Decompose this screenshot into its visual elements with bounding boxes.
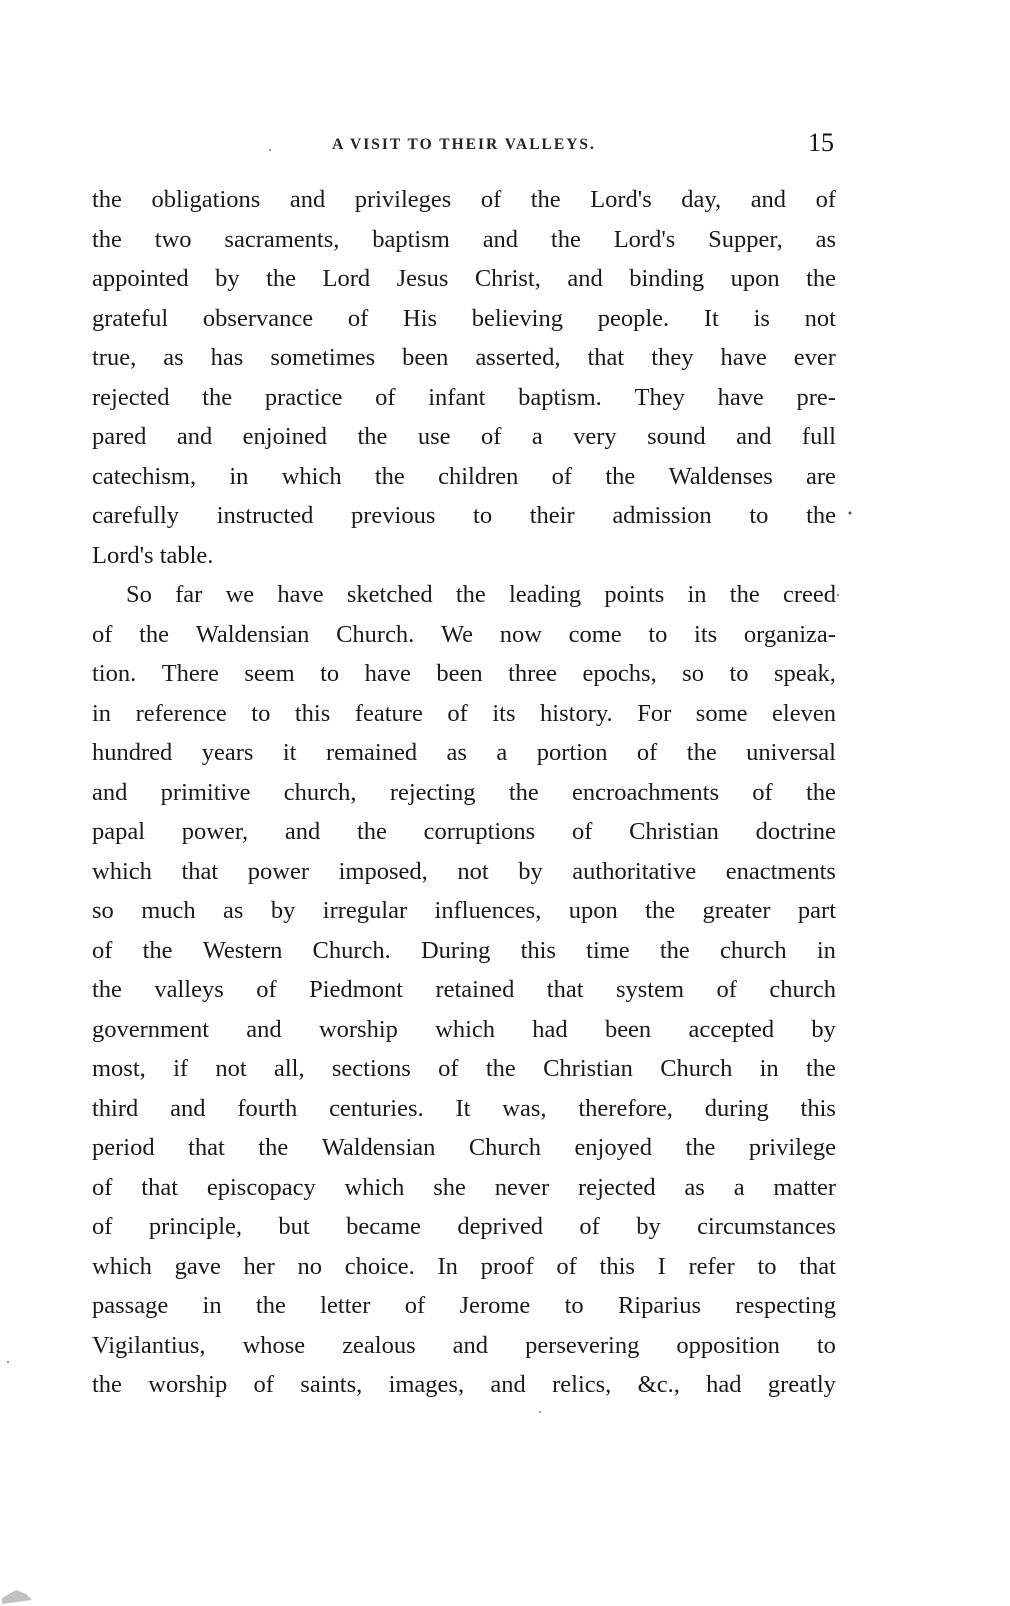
text-line: grateful observance of His believing people. It is not [92, 304, 836, 332]
text-line: the worship of saints, images, and relics, &c., had greatly [92, 1371, 836, 1398]
text-line: rejected the practice of infant baptism. They have pre- [92, 383, 836, 411]
corner-smudge [2, 1590, 32, 1604]
text-line: the two sacraments, baptism and the Lord's Supper, as [92, 225, 836, 253]
text-line: true, as has sometimes been asserted, that they have ever [92, 344, 836, 371]
text-line: of principle, but became deprived of by circumstances [92, 1213, 836, 1240]
speck [849, 512, 852, 515]
running-head [92, 128, 836, 168]
body-text [92, 180, 836, 1405]
text-line: carefully instructed previous to their admission to the [92, 502, 836, 529]
text-line: papal power, and the corruptions of Christian doctrine [92, 818, 836, 845]
text-line: the obligations and privileges of the Lord's day, and of [92, 186, 836, 213]
text-line: tion. There seem to have been three epochs, so to speak, [92, 660, 836, 687]
text-line: catechism, in which the children of the Waldenses are [92, 462, 836, 490]
text-line: of the Waldensian Church. We now come to its organiza- [92, 620, 836, 648]
text-line: the valleys of Piedmont retained that system of church [92, 976, 836, 1003]
text-line: of the Western Church. During this time the church in [92, 936, 836, 964]
speck [837, 594, 839, 596]
running-title: A VISIT TO THEIR VALLEYS. [332, 136, 596, 153]
page-number: 15 [808, 128, 834, 157]
text-line [92, 536, 836, 576]
text-line: hundred years it remained as a portion of the universal [92, 739, 836, 766]
text-line: Vigilantius, whose zealous and persevering opposition to [92, 1331, 836, 1359]
text-line: passage in the letter of Jerome to Riparius respecting [92, 1292, 836, 1319]
text-line: pared and enjoined the use of a very sound and full [92, 423, 836, 450]
text-line: appointed by the Lord Jesus Christ, and binding upon the [92, 265, 836, 292]
text-line: in reference to this feature of its history. For some eleven [92, 699, 836, 727]
text-line: So far we have sketched the leading points in the creed [126, 581, 836, 608]
text-line: period that the Waldensian Church enjoyed the privilege [92, 1134, 836, 1161]
text-line: government and worship which had been accepted by [92, 1015, 836, 1043]
text-line: of that episcopacy which she never rejected as a matter [92, 1173, 836, 1201]
text-line-content: Lord's table. [92, 541, 214, 569]
text-line: most, if not all, sections of the Christian Church in the [92, 1055, 836, 1082]
speck [539, 1411, 541, 1413]
text-line: third and fourth centuries. It was, therefore, during this [92, 1094, 836, 1122]
text-line: so much as by irregular influences, upon the greater part [92, 897, 836, 924]
text-line: which gave her no choice. In proof of this I refer to that [92, 1252, 836, 1280]
text-line: and primitive church, rejecting the encroachments of the [92, 778, 836, 806]
speck [7, 1361, 9, 1363]
text-line: which that power imposed, not by authoritative enactments [92, 857, 836, 885]
